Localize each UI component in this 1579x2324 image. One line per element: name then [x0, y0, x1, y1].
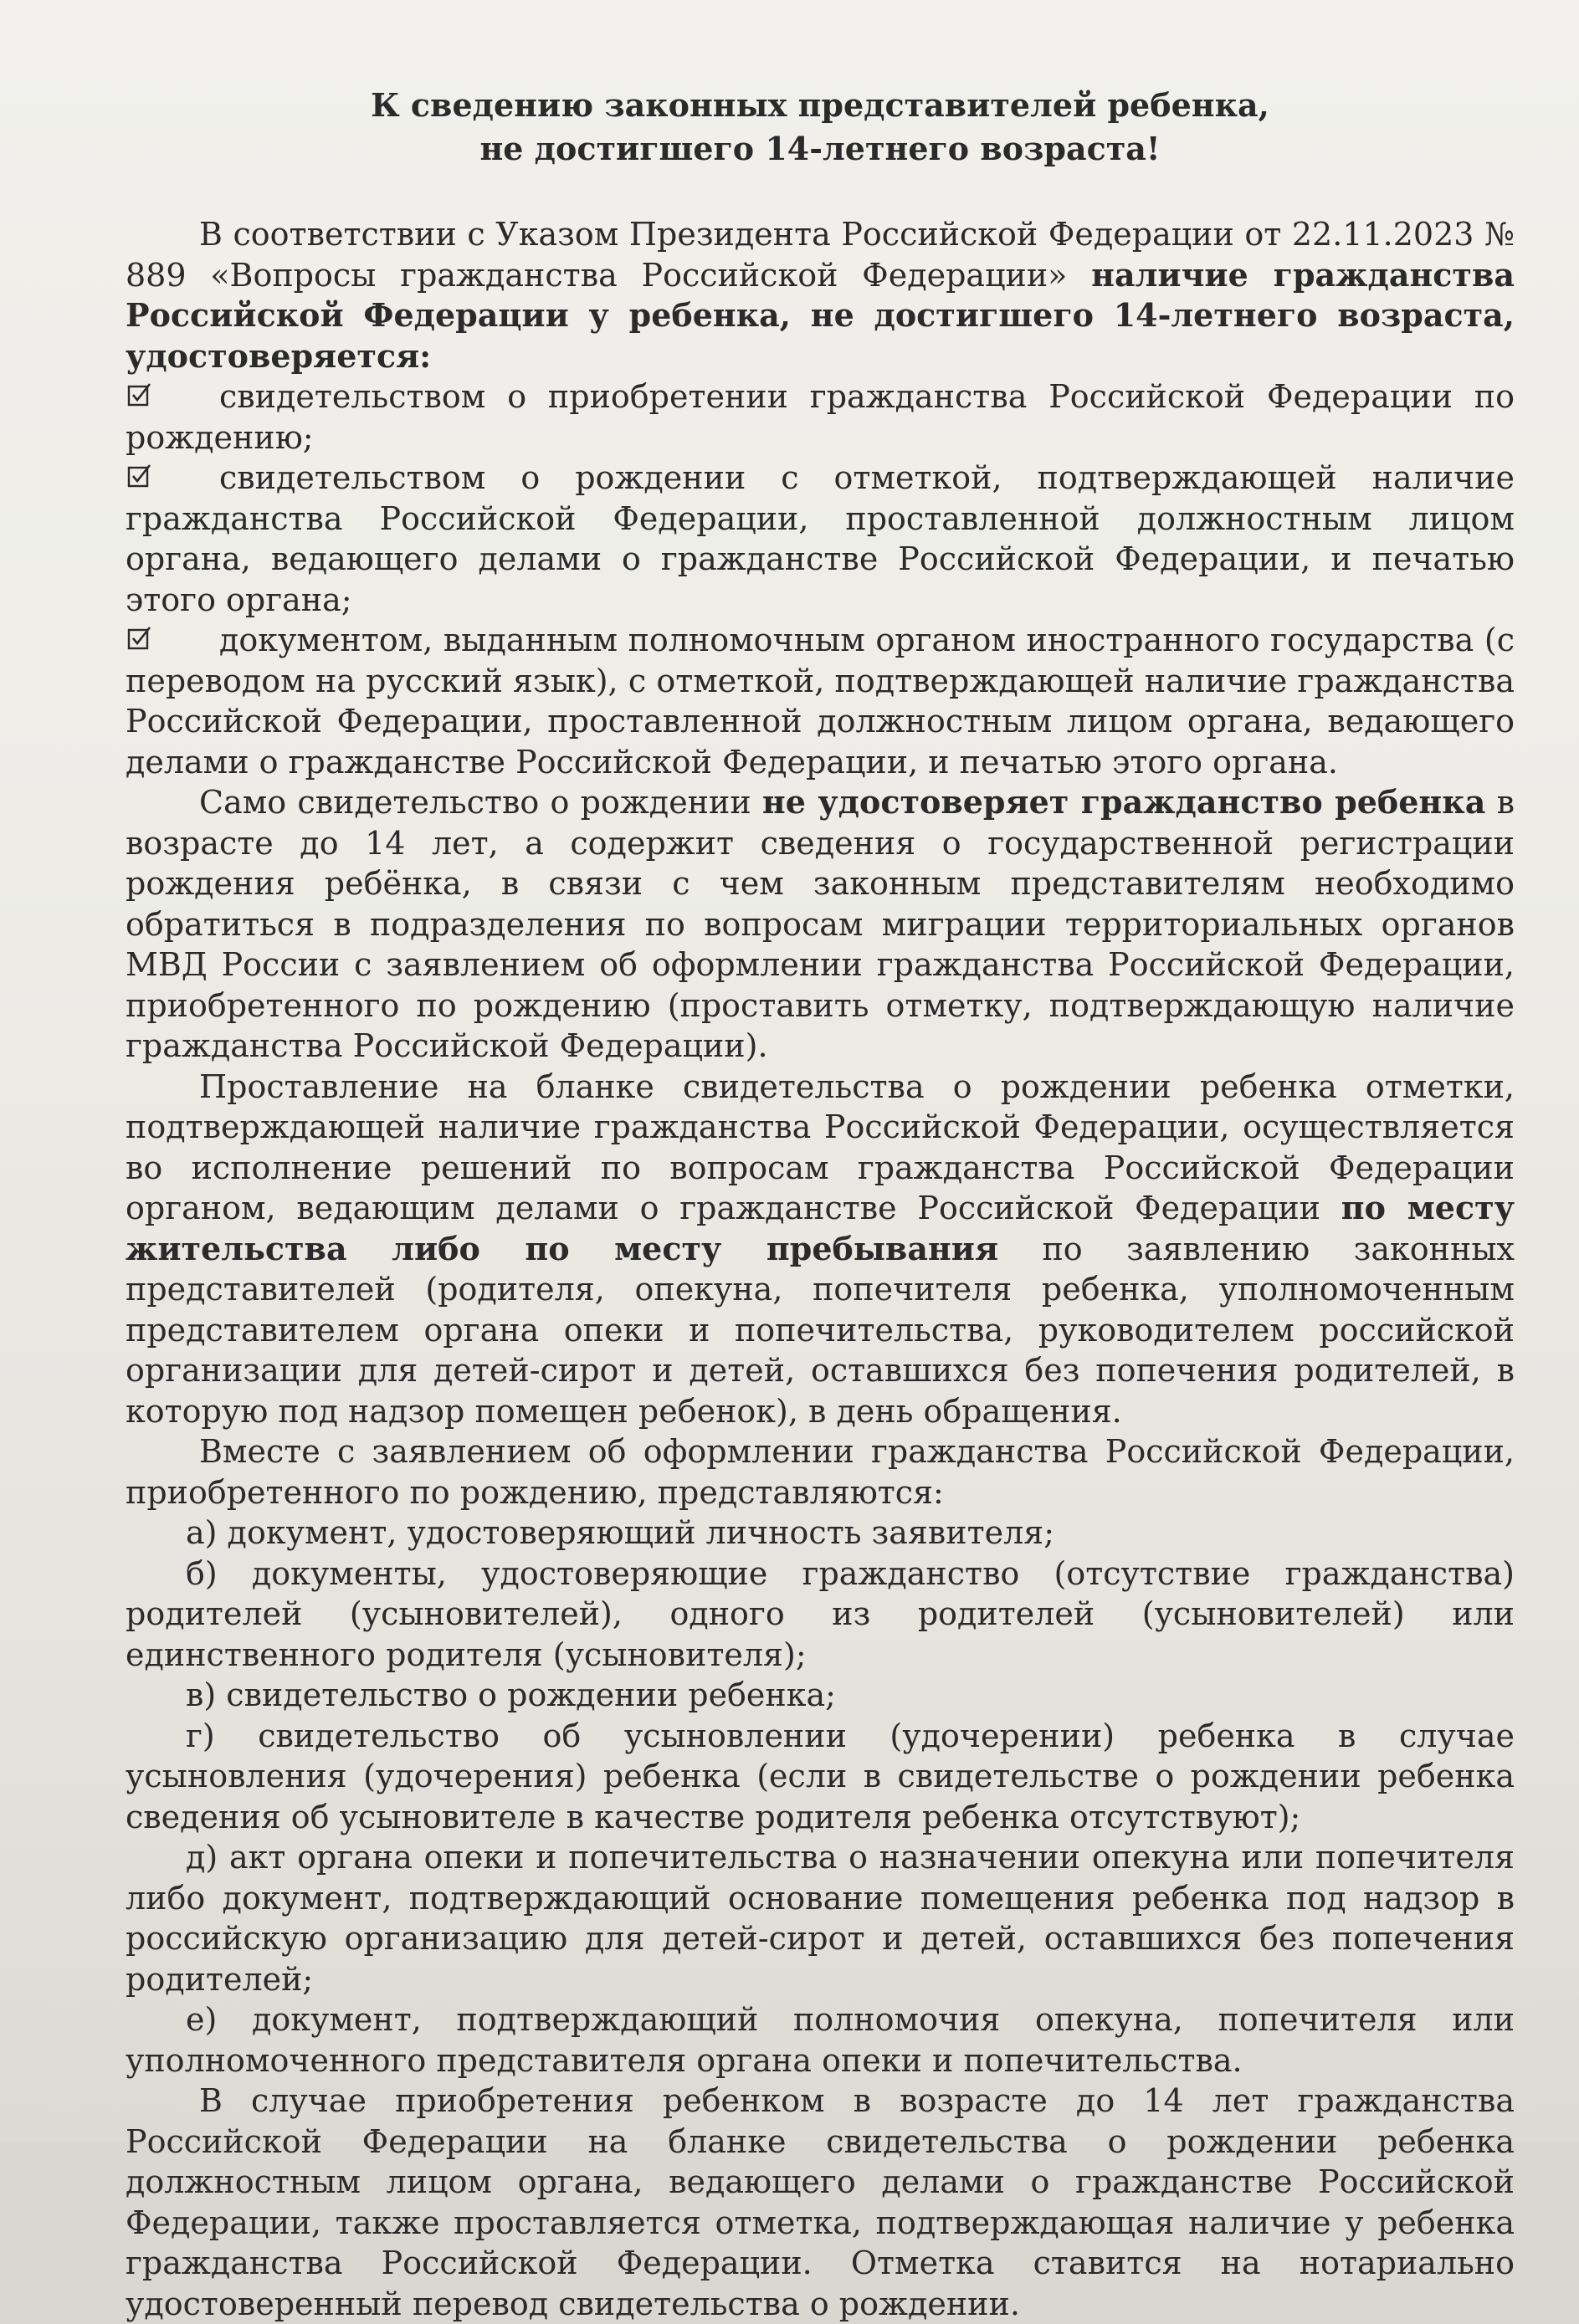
para3-text-after: по заявлению законных представителей (родителя, опекуна, попечителя ребенка, уполномоченным представителем органа опеки и попечительства, руководителем российской организации для детей-сирот и детей, оставшихся без попечения родителей, в которую под надзор помещен ребенок), в день обращения.: [126, 1230, 1515, 1430]
para3-bold-text: по месту жительства либо по месту пребывания: [126, 1189, 1515, 1267]
checklist-item: [126, 458, 1515, 620]
checklist-item: [126, 620, 1515, 782]
checkbox-checked-icon: [127, 463, 152, 488]
paragraph-birth-certificate: [126, 782, 1515, 1067]
title-line-1: К сведению законных представителей ребенка,: [371, 86, 1269, 124]
document-list-item: д) акт органа опеки и попечительства о назначении опекуна или попечителя либо документ, подтверждающий основание помещения ребенка под надзор в российскую организацию для детей-сирот и детей, оставшихся без попечения родителей;: [126, 1839, 1515, 1998]
intro-bold-text: наличие гражданства Российской Федерации у ребенка, не достигшего 14-летнего возраста, удостоверяется:: [126, 255, 1515, 375]
document-list-item: е) документ, подтверждающий полномочия опекуна, попечителя или уполномоченного представителя органа опеки и попечительства.: [126, 2001, 1515, 2079]
para2-text-after: в возрасте до 14 лет, а содержит сведения о государственной регистрации рождения ребёнка, в связи с чем законным представителям необходимо обратиться в подразделения по вопросам миграции территориальных органов МВД России с заявлением об оформлении гражданства Российской Федерации, приобретенного по рождению (проставить отметку, подтверждающую наличие гражданства Российской Федерации).: [126, 784, 1515, 1064]
para2-bold-text: не удостоверяет гражданство ребенка: [761, 783, 1486, 821]
checklist-item-text: свидетельством о приобретении гражданства Российской Федерации по рождению;: [126, 378, 1515, 456]
document-list-item: г) свидетельство об усыновлении (удочерении) ребенка в случае усыновления (удочерения) ребенка (если в свидетельстве о рождении ребенка сведения об усыновителе в качестве родителя ребенка отсутствуют);: [126, 1717, 1515, 1835]
checklist-item: [126, 376, 1515, 458]
intro-text: В соответствии с Указом Президента Российской Федерации от 22.11.2023 № 889 «Вопросы гражданства Российской Федерации»: [126, 216, 1515, 294]
paragraph-adoption-case: В случае приобретения ребенком в возрасте до 14 лет гражданства Российской Федерации на бланке свидетельства о рождении ребенка должностным лицом органа, ведающего делами о гражданстве Российской Федерации, также проставляется отметка, подтверждающая наличие у ребенка гражданства Российской Федерации. Отметка ставится на нотариально удостоверенный перевод свидетельства о рождении.: [126, 2082, 1515, 2322]
document-content: [126, 84, 1515, 2324]
paragraph-mark-placement: [126, 1067, 1515, 1432]
document-list-item: в) свидетельство о рождении ребенка;: [186, 1676, 836, 1713]
document-title: [126, 84, 1515, 171]
para2-text-before: Само свидетельство о рождении: [199, 784, 762, 821]
para3-text-before: Проставление на бланке свидетельства о рождении ребенка отметки, подтверждающей наличие гражданства Российской Федерации, осуществляется во исполнение решений по вопросам гражданства Российской Федерации органом, ведающим делами о гражданстве Российской Федерации: [126, 1067, 1515, 1226]
checklist-item-text: документом, выданным полномочным органом иностранного государства (с переводом на русский язык), с отметкой, подтверждающей наличие гражданства Российской Федерации, проставленной должностным лицом органа, ведающего делами о гражданстве Российской Федерации, и печатью этого органа.: [126, 622, 1515, 781]
title-line-2: не достигшего 14-летнего возраста!: [479, 130, 1161, 167]
intro-paragraph: [126, 214, 1515, 376]
checkbox-checked-icon: [127, 381, 152, 407]
checkbox-checked-icon: [127, 625, 152, 650]
document-list-item: б) документы, удостоверяющие гражданство (отсутствие гражданства) родителей (усыновителей), одного из родителей (усыновителей) или единственного родителя (усыновителя);: [126, 1554, 1515, 1673]
checklist-item-text: свидетельством о рождении с отметкой, подтверждающей наличие гражданства Российской Федерации, проставленной должностным лицом органа, ведающего делами о гражданстве Российской Федерации, и печатью этого органа;: [126, 459, 1515, 618]
document-list-item: а) документ, удостоверяющий личность заявителя;: [186, 1514, 1055, 1551]
paragraph-documents-intro: Вместе с заявлением об оформлении гражданства Российской Федерации, приобретенного по рождению, представляются:: [126, 1433, 1515, 1511]
